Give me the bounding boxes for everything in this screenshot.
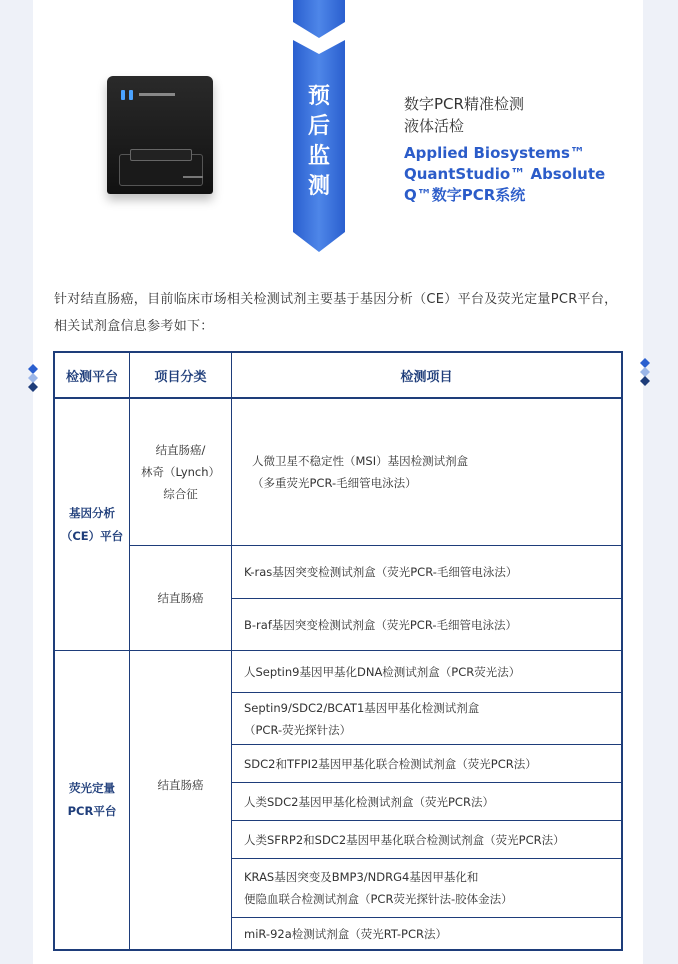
item-septin9-sdc2-bcat1: [232, 693, 621, 744]
banner-char: 后: [307, 114, 330, 139]
item-sdc2-tfpi2: SDC2和TFPI2基因甲基化联合检测试剂盒（荧光PCR法）: [244, 756, 537, 771]
status-light: [129, 90, 133, 100]
item-mir92a: miR-92a检测试剂盒（荧光RT-PCR法）: [244, 926, 447, 941]
category-crc-lynch: [130, 399, 231, 545]
category-line: 林奇（Lynch）: [140, 465, 221, 479]
category-line: 综合征: [163, 487, 198, 501]
item-line: Septin9/SDC2/BCAT1基因甲基化检测试剂盒: [244, 700, 480, 715]
chevron-down-icon: [293, 0, 345, 38]
reagent-table: [53, 351, 623, 951]
instrument-label: [183, 176, 203, 178]
banner-char: 监: [307, 144, 330, 169]
category-line: 结直肠癌/: [155, 443, 206, 457]
banner-title: [293, 82, 345, 202]
header-item: 检测项目: [400, 369, 453, 385]
platform-pcr: [55, 651, 129, 949]
brand-line: QuantStudio™ Absolute: [404, 165, 606, 183]
item-kras: K-ras基因突变检测试剂盒（荧光PCR-毛细管电泳法）: [244, 565, 518, 579]
banner-char: 测: [307, 174, 330, 199]
instrument-tray: [119, 154, 203, 186]
category-crc: 结直肠癌: [157, 591, 204, 605]
platform-line: 荧光定量: [69, 781, 115, 795]
description-line: 数字PCR精准检测: [404, 95, 524, 113]
item-line: （PCR-荧光探针法）: [244, 722, 352, 737]
platform-line: （CE）平台: [60, 528, 124, 543]
platform-line: 基因分析: [69, 505, 115, 520]
diamond-decoration-icon: [639, 358, 651, 388]
item-sfrp2-sdc2: 人类SFRP2和SDC2基因甲基化联合检测试剂盒（荧光PCR法）: [244, 832, 565, 847]
brand-line: Q™数字PCR系统: [404, 186, 526, 204]
status-light: [121, 90, 125, 100]
intro-paragraph: 针对结直肠癌，目前临床市场相关检测试剂主要基于基因分析（CE）平台及荧光定量PCR平台，相关试剂盒信息参考如下：: [54, 292, 618, 334]
header-category: 项目分类: [154, 369, 207, 385]
diamond-decoration-icon: [27, 364, 39, 394]
banner-char: 预: [307, 84, 330, 109]
item-line: （多重荧光PCR-毛细管电泳法）: [252, 476, 417, 490]
product-description: [404, 93, 634, 206]
item-line: 便隐血联合检测试剂盒（PCR荧光探针法-胶体金法）: [244, 892, 513, 906]
instrument-logo: [139, 93, 175, 96]
header-platform: 检测平台: [65, 369, 118, 385]
item-septin9: 人Septin9基因甲基化DNA检测试剂盒（PCR荧光法）: [244, 664, 521, 679]
item-msi: [232, 399, 621, 545]
item-braf: B-raf基因突变检测试剂盒（荧光PCR-毛细管电泳法）: [244, 617, 517, 632]
item-line: 人微卫星不稳定性（MSI）基因检测试剂盒: [252, 454, 469, 468]
brand-line: Applied Biosystems™: [404, 144, 585, 162]
category-crc: 结直肠癌: [157, 778, 204, 792]
pcr-instrument-image: [107, 76, 213, 194]
description-line: 液体活检: [404, 117, 465, 135]
item-kras-bmp3-ndrg4: [232, 859, 621, 917]
item-sdc2: 人类SDC2基因甲基化检测试剂盒（荧光PCR法）: [244, 794, 494, 809]
platform-ce: [55, 399, 129, 650]
item-line: KRAS基因突变及BMP3/NDRG4基因甲基化和: [244, 870, 479, 884]
platform-line: PCR平台: [67, 804, 117, 818]
